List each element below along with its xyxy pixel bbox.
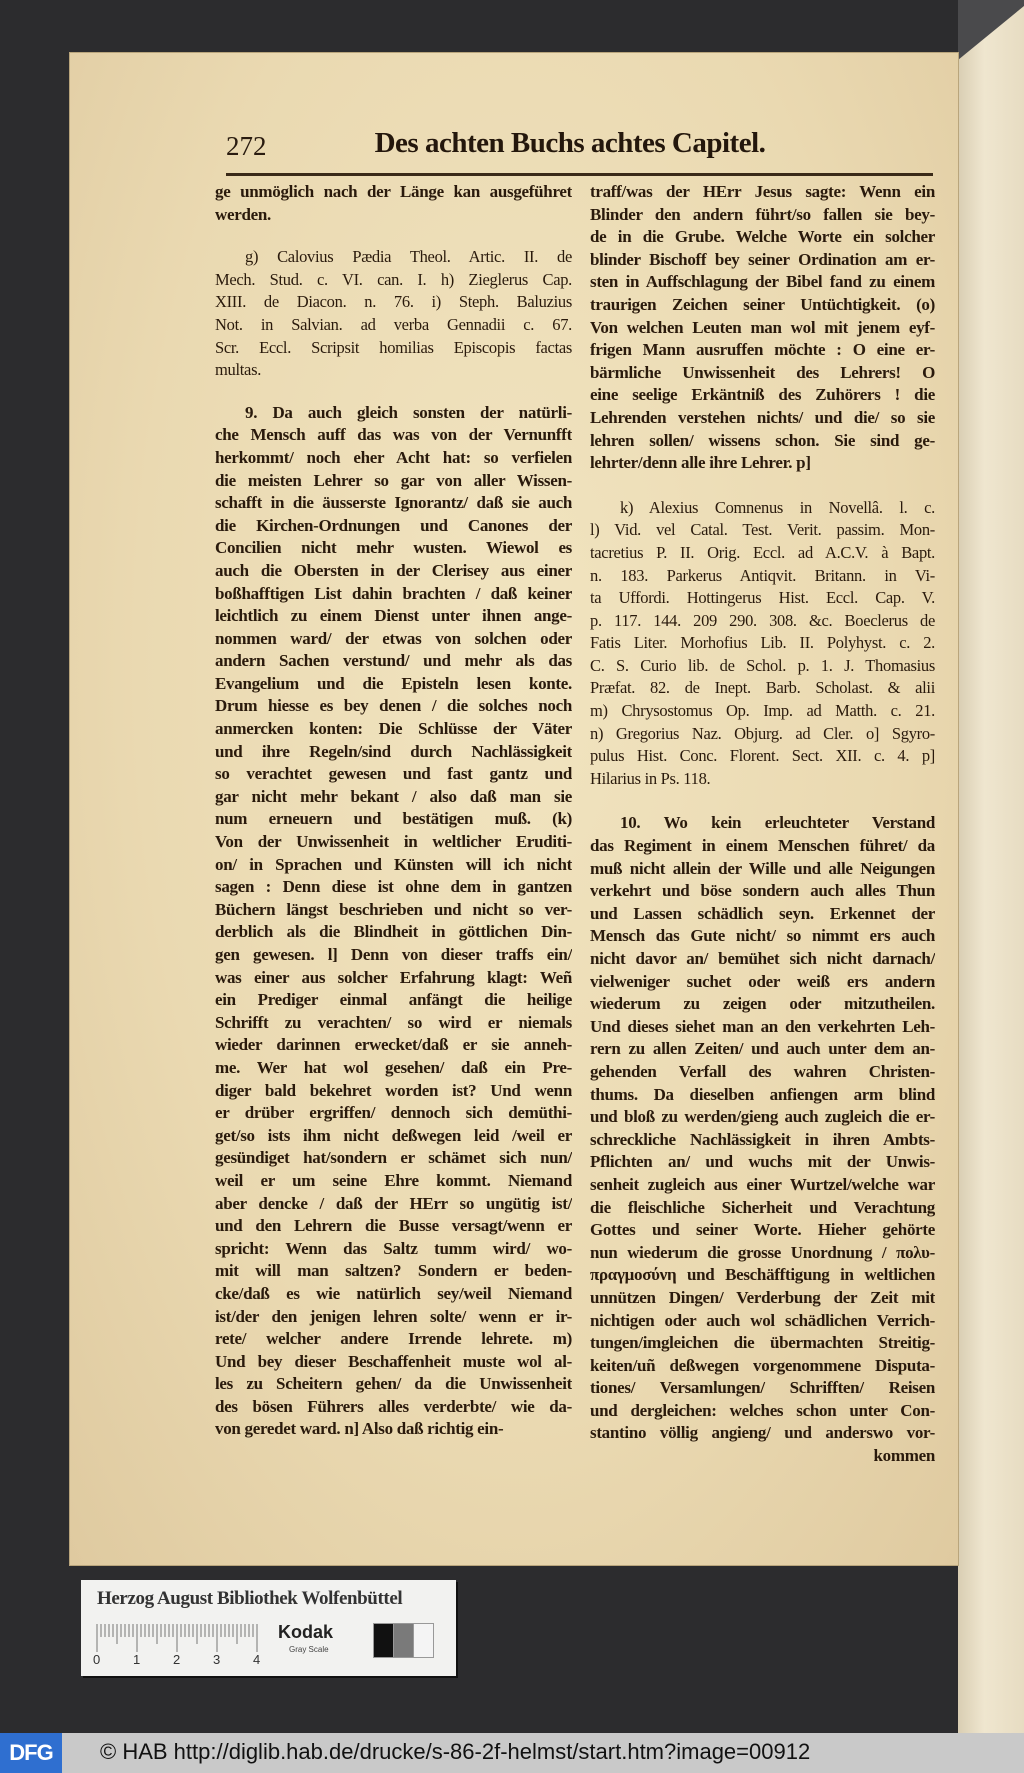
text-line: g) Calovius Pædia Theol. Artic. II. de <box>245 247 572 267</box>
ruler-number: 1 <box>133 1652 141 1667</box>
text-line: rern zu allen Zeiten/ und auch unter dem an- <box>590 1039 935 1059</box>
text-line: n) Gregorius Naz. Objurg. ad Cler. o] Sgyro- <box>590 723 935 743</box>
text-line: on/ in Sprachen und Künsten will ich nicht <box>215 854 572 874</box>
text-line: das Regiment in einem Menschen führet/ da <box>590 836 935 856</box>
text-line: lehrter/denn alle ihre Lehrer. p] <box>590 453 811 473</box>
text-line: stantino völlig angieng/ und anderswo vor- <box>590 1423 935 1443</box>
text-line: tacretius P. II. Orig. Eccl. ad A.C.V. à Bapt. <box>590 542 935 562</box>
continued-text <box>590 181 935 475</box>
text-line: XIII. de Diacon. n. 76. i) Steph. Baluzius <box>215 292 572 312</box>
text-line: nichtigen oder auch wol schädlichen Verrich- <box>590 1310 935 1330</box>
paragraph-9 <box>215 402 572 1441</box>
text-line: les zu Scheitern gehen/ da die Unwissenheit <box>215 1374 572 1394</box>
text-line: Præfat. 82. de Inept. Barb. Scholast. & alii <box>590 678 935 698</box>
text-line: blinder Bischoff bey seiner Ordination am er- <box>590 249 935 269</box>
text-line: wieder darinnen erwecket/daß er sie anneh- <box>215 1035 572 1055</box>
text-line: andern Sachen verstund/ und mehr als das <box>215 651 572 671</box>
text-line: traurigen Zeichen seiner Untüchtigkeit. (o) <box>590 294 935 314</box>
continued-text <box>215 181 572 226</box>
text-line: k) Alexius Comnenus in Novellâ. l. c. <box>620 497 935 517</box>
text-line: und ihre Regeln/sind durch Nachlässigkeit <box>215 741 572 761</box>
text-line: und dergleichen: welches schon unter Con- <box>590 1400 935 1420</box>
text-line: so verachtet gewesen und fast gantz und <box>215 764 572 784</box>
text-line: πραγμοσύνη und Beschäfftigung in weltlichen <box>590 1265 935 1285</box>
text-line: Mech. Stud. c. VI. can. I. h) Zieglerus Cap. <box>215 269 572 289</box>
text-line: Fatis Liter. Morhofius Lib. II. Polyhyst. c. 2. <box>590 633 935 653</box>
text-line: Schrifft zu verachten/ so wird er niemals <box>215 1012 572 1032</box>
text-line: Not. in Salvian. ad verba Gennadii c. 67. <box>215 314 572 334</box>
footnotes-g-j <box>215 246 572 382</box>
text-line: mit will man saltzen? Sondern er beden- <box>215 1261 572 1281</box>
text-line: derblich als die Blindheit in göttlichen Din- <box>215 922 572 942</box>
catchword: kommen <box>873 1446 935 1466</box>
text-line: thums. Da dieselben anfiengen arm blind <box>590 1084 935 1104</box>
footnotes-k-p <box>590 497 935 791</box>
text-line: num erneuern und bestätigen muß. (k) <box>215 809 572 829</box>
gray-swatch <box>413 1623 434 1658</box>
facing-page-edge <box>958 0 1024 1733</box>
text-line: Und dieses siehet man an den verkehrten Leh- <box>590 1016 935 1036</box>
text-line: schafft in die äusserste Ignorantz/ daß sie auch <box>215 493 572 513</box>
text-line: Blinder den andern führt/so fallen sie bey- <box>590 204 935 224</box>
gray-scale-label: Gray Scale <box>289 1645 329 1654</box>
text-line: C. S. Curio lib. de Schol. p. 1. J. Thomasius <box>590 655 935 675</box>
text-line: nun wiederum die grosse Unordnung / πολυ- <box>590 1242 935 1262</box>
text-line: eine seelige Erkäntniß des Zuhörers ! die <box>590 385 935 405</box>
text-line: spricht: Wenn das Saltz tumm wird/ wo- <box>215 1238 572 1258</box>
text-line: sagen : Denn diese ist ohne dem in gantzen <box>215 877 572 897</box>
text-line: die meisten Lehrer so gar von aller Wissen- <box>215 470 572 490</box>
ruler-number: 2 <box>173 1652 181 1667</box>
text-line: und den Lehrern die Busse versagt/wenn er <box>215 1216 572 1236</box>
text-line: de in die Grube. Welche Worte ein solcher <box>590 227 935 247</box>
text-line: l) Vid. vel Catal. Test. Verit. passim. Mon- <box>590 520 935 540</box>
running-title: Des achten Buchs achtes Capitel. <box>374 127 766 159</box>
right-column <box>590 181 935 1468</box>
scan-reference-card <box>81 1580 456 1676</box>
text-line: pulus Hist. Conc. Florent. Sect. XII. c. 4. p] <box>590 746 935 766</box>
text-line: keiten/uñ deßwegen vorgenommene Disputa- <box>590 1355 935 1375</box>
text-line: Scr. Eccl. Scripsit homilias Episcopis factas <box>215 337 572 357</box>
text-line: Und bey dieser Beschaffenheit muste wol al- <box>215 1351 572 1371</box>
text-line: Concilien nicht mehr wusten. Wiewol es <box>215 538 572 558</box>
text-line: Evangelium und die Episteln lesen konte. <box>215 673 572 693</box>
footer-bar <box>0 1733 1024 1773</box>
page-number: 272 <box>226 131 267 161</box>
text-line: ta Uffordi. Hottingerus Hist. Eccl. Cap. V. <box>590 588 935 608</box>
text-line: Von der Unwissenheit in weltlicher Eruditi- <box>215 832 572 852</box>
text-line: Von welchen Leuten man wol mit jenem eyf- <box>590 317 935 337</box>
paragraph-10 <box>590 812 935 1445</box>
text-line: vielweniger suchet oder weiß ers andern <box>590 971 935 991</box>
ruler-number: 3 <box>213 1652 221 1667</box>
text-line: Gottes und seiner Worte. Hieher gehörte <box>590 1220 935 1240</box>
text-line: nicht davor an/ bemühet sich nicht darnach/ <box>590 949 935 968</box>
text-line: Drum hiesse es bey denen / die solches noch <box>215 696 572 716</box>
text-line: Pflichten an/ und wuchs mit der Unwis- <box>590 1152 935 1172</box>
text-line: und bloß zu werden/gieng auch zugleich die er- <box>590 1107 935 1127</box>
text-line: aber dencke / daß der HErr so ungütig ist/ <box>215 1193 572 1213</box>
text-line: tungen/imgleichen die übermachten Streitig- <box>590 1333 935 1353</box>
text-line: lehren sollen/ wissens schon. Sie sind ge- <box>590 430 935 450</box>
text-line: multas. <box>215 360 262 380</box>
text-line: wiederum zu zeigen oder mitzutheilen. <box>590 994 935 1014</box>
text-line: ge unmöglich nach der Länge kan ausgeführet <box>215 182 572 201</box>
header-rule <box>226 173 933 176</box>
gray-swatch <box>373 1623 394 1658</box>
text-line: schreckliche Nachlässigkeit in ihren Ambts- <box>590 1129 935 1149</box>
text-line: senheit zugleich aus einer Wurtzel/welche war <box>590 1174 935 1194</box>
text-line: muß nicht allein der Wille und alle Neigungen <box>590 858 935 878</box>
text-line: von geredet ward. n] Also daß richtig ein- <box>215 1419 504 1439</box>
text-line: anmercken konten: Die Schlüsse der Väter <box>215 719 572 739</box>
text-line: Hilarius in Ps. 118. <box>590 768 711 788</box>
text-line: gar nicht mehr bekant / also daß man sie <box>215 786 572 806</box>
text-line: herkommt/ noch eher Acht hat: so verfielen <box>215 447 572 467</box>
text-line: p. 117. 144. 209 290. 308. &c. Boeclerus de <box>590 610 935 630</box>
text-line: ein Prediger einmal anfängt die heilige <box>215 990 572 1010</box>
gray-swatch <box>393 1623 414 1658</box>
text-line: n. 183. Parkerus Antiqvit. Britann. in Vi- <box>590 565 935 585</box>
dfg-logo: DFG <box>0 1733 62 1773</box>
text-line: des bösen Führers alles verderbte/ wie da- <box>215 1396 572 1416</box>
text-line: che Mensch auff das was von der Vernunfft <box>215 425 572 445</box>
text-line: weil er um seine Ehre kommt. Niemand <box>215 1170 572 1190</box>
text-line: die fleischliche Sicherheit und Verachtung <box>590 1197 935 1217</box>
text-line: 9. Da auch gleich sonsten der natürli- <box>245 402 572 422</box>
text-line: m) Chrysostomus Op. Imp. ad Matth. c. 21. <box>590 701 935 721</box>
text-line: bärmliche Unwissenheit des Lehrers! O <box>590 362 935 382</box>
text-line: diger bald bekehret worden ist? Und wenn <box>215 1080 572 1100</box>
text-line: leichtlich zu einem Dienst unter ihnen ange- <box>215 606 572 626</box>
text-line: gehenden Verfall des wahren Christen- <box>590 1061 935 1081</box>
text-line: rete/ welcher andere Irrende lehrete. m) <box>215 1329 572 1349</box>
scanned-book-page <box>70 53 958 1565</box>
text-line: gen gewesen. l] Denn von dieser traffs ein/ <box>215 945 572 964</box>
text-line: ist/der den jenigen lehren solte/ wenn er ir- <box>215 1306 572 1326</box>
institution-name: Herzog August Bibliothek Wolfenbüttel <box>97 1588 403 1609</box>
copyright-citation: © HAB http://diglib.hab.de/drucke/s-86-2f-helmst/start.htm?image=00912 <box>100 1739 811 1764</box>
text-line: auch die Obersten in der Clerisey aus einer <box>215 560 572 580</box>
text-line: 10. Wo kein erleuchteter Verstand <box>620 813 935 833</box>
text-line: cke/daß es wie natürlich sey/weil Niemand <box>215 1283 572 1303</box>
text-line: er drüber ergriffen/ dennoch sich demüthi- <box>215 1103 572 1123</box>
text-line: tiones/ Versamlungen/ Schrifften/ Reisen <box>590 1378 935 1398</box>
kodak-logo: Kodak <box>278 1622 334 1642</box>
text-line: traff/was der HErr Jesus sagte: Wenn ein <box>590 182 935 201</box>
text-line: verkehrt und böse sondern auch alles Thun <box>590 881 935 901</box>
text-line: Lehrenden verstehen nichts/ und die/ so sie <box>590 407 935 427</box>
text-line: unnützen Dingen/ Verderbung der Zeit mit <box>590 1287 935 1307</box>
text-line: gesündiget hat/sondern er schämet sich nun/ <box>215 1148 572 1168</box>
text-line: get/so ists ihm nicht deßwegen leid /weil er <box>215 1125 572 1145</box>
ruler-number: 4 <box>253 1652 261 1667</box>
text-line: Büchern längst beschrieben und nicht so ver- <box>215 899 572 919</box>
text-line: sten in Auffschlagung der Bibel fand zu einem <box>590 272 935 292</box>
ruler-scale <box>95 1624 263 1652</box>
text-line: me. Wer hat wol gesehen/ daß ein Pre- <box>215 1057 572 1077</box>
text-line: die Kirchen-Ordnungen und Canones der <box>215 515 572 535</box>
text-line: nommen ward/ der etwas von solchen oder <box>215 628 572 648</box>
text-line: frigen Mann ausruffen möchte : O eine er- <box>590 340 935 360</box>
text-line: boßhafftigen List dahin brachten / daß keiner <box>215 583 572 603</box>
text-line: was einer aus solcher Erfahrung klagt: Weñ <box>215 967 572 987</box>
text-line: Mensch das Gute nicht/ so nimmt ers auch <box>590 926 935 946</box>
ruler-number: 0 <box>93 1652 101 1667</box>
text-line: und Lassen schädlich seyn. Erkennet der <box>590 903 935 923</box>
left-column <box>215 181 572 1441</box>
text-line: werden. <box>215 204 271 224</box>
